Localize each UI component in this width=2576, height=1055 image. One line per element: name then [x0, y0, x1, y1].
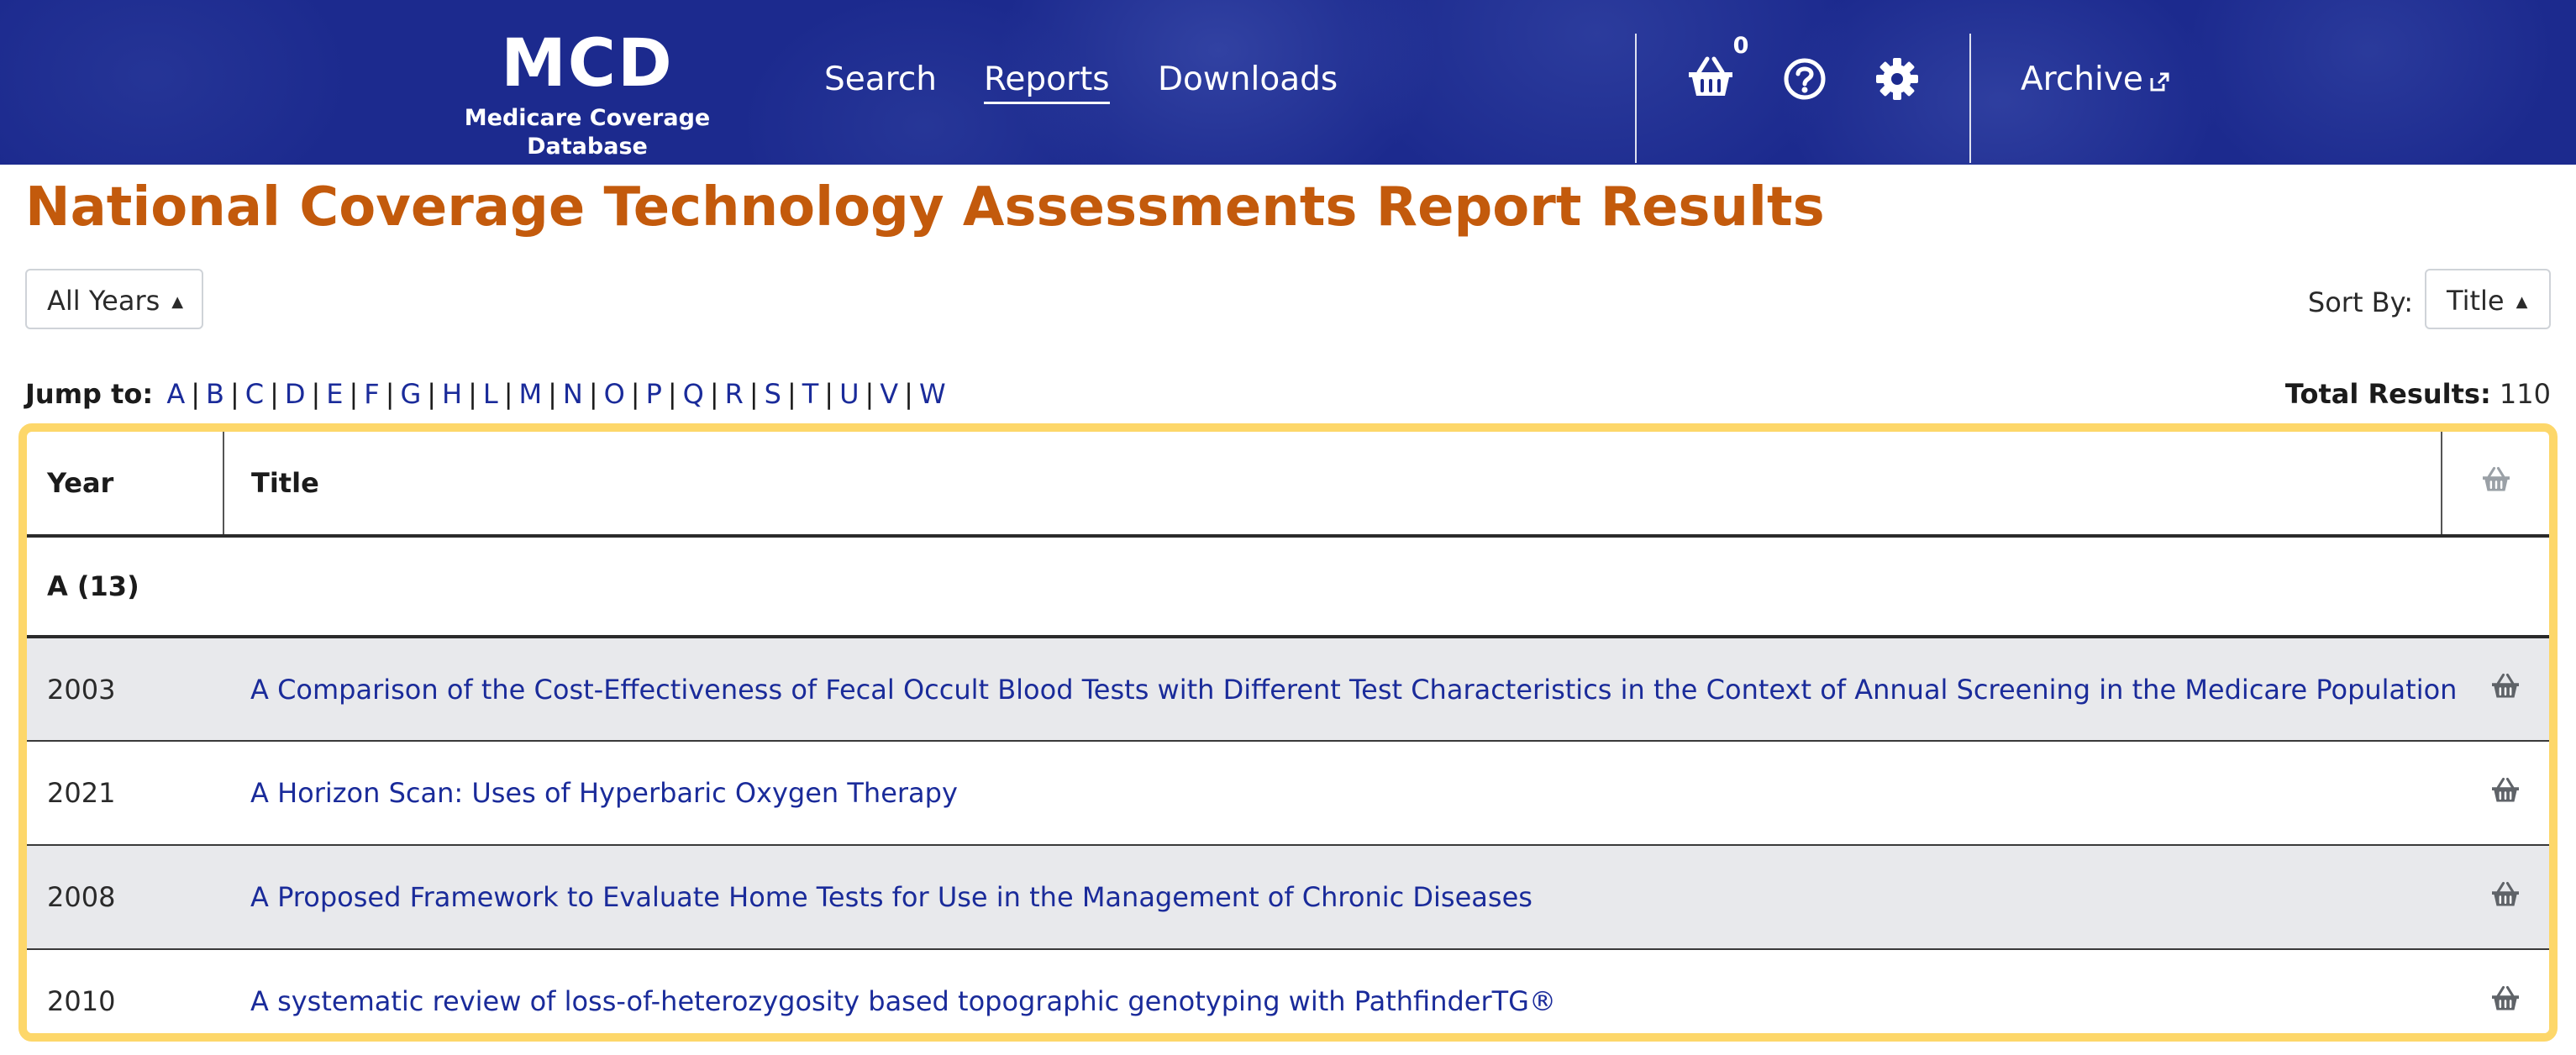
gear-icon — [1875, 57, 1919, 101]
row-title-link[interactable]: A Comparison of the Cost-Effectiveness of Fecal Occult Blood Tests with Different Test Characteristics in the Context of Annual Screening in the Medicare Population — [250, 673, 2458, 706]
row-year: 2003 — [27, 637, 223, 741]
year-filter-select[interactable] — [25, 269, 203, 329]
year-filter-value: All Years — [47, 285, 160, 317]
add-to-cart-button[interactable] — [2442, 741, 2549, 845]
select-caret-icon: ▲︎ — [2516, 293, 2528, 311]
jump-separator: | — [468, 378, 477, 410]
jump-letter-c[interactable]: C — [244, 378, 265, 410]
sort-select[interactable] — [2425, 269, 2551, 329]
row-year: 2021 — [27, 741, 223, 845]
sort-value: Title — [2447, 285, 2505, 317]
sort-by-label: Sort By: — [2307, 286, 2413, 318]
jump-separator: | — [311, 378, 321, 410]
basket-icon — [2480, 466, 2512, 493]
jump-separator: | — [865, 378, 875, 410]
basket-icon — [2489, 673, 2521, 700]
add-to-cart-button[interactable] — [2442, 949, 2549, 1042]
help-circle-icon — [1783, 57, 1827, 101]
jump-separator: | — [667, 378, 677, 410]
jump-to-label: Jump to: — [25, 378, 154, 410]
archive-label: Archive — [2021, 60, 2143, 98]
add-to-cart-button[interactable] — [2442, 845, 2549, 949]
row-title-cell — [223, 741, 2442, 845]
jump-letter-q[interactable]: Q — [682, 378, 704, 410]
row-title-cell — [223, 637, 2458, 741]
help-button[interactable] — [1783, 57, 1827, 104]
cart-count-badge: 0 — [1732, 33, 1749, 59]
page-title: National Coverage Technology Assessments Report Results — [25, 176, 1825, 239]
jump-to-nav — [25, 376, 946, 412]
jump-separator: | — [191, 378, 200, 410]
jump-letter-t[interactable]: T — [802, 378, 819, 410]
total-results-value: 110 — [2499, 378, 2551, 410]
jump-separator: | — [349, 378, 359, 410]
jump-separator: | — [548, 378, 557, 410]
column-header-year[interactable]: Year — [27, 432, 223, 536]
add-to-cart-button[interactable] — [2442, 637, 2549, 741]
jump-separator: | — [427, 378, 437, 410]
jump-letter-b[interactable]: B — [206, 378, 224, 410]
row-year: 2010 — [27, 949, 223, 1042]
results-table-container — [18, 423, 2558, 1042]
group-header-label: A (13) — [27, 536, 2549, 637]
basket-icon — [2489, 777, 2521, 804]
table-row — [27, 949, 2549, 1042]
row-title-link[interactable]: A Horizon Scan: Uses of Hyperbaric Oxygen Therapy — [250, 777, 958, 809]
row-title-link[interactable]: A Proposed Framework to Evaluate Home Tests for Use in the Management of Chronic Diseases — [250, 881, 1532, 913]
jump-letter-v[interactable]: V — [880, 378, 899, 410]
jump-letter-a[interactable]: A — [166, 378, 186, 410]
basket-icon — [2489, 881, 2521, 908]
select-caret-icon: ▲︎ — [171, 293, 184, 311]
jump-letter-l[interactable]: L — [482, 378, 498, 410]
settings-button[interactable] — [1875, 57, 1919, 104]
results-table — [27, 432, 2549, 1042]
jump-letter-list — [166, 378, 945, 410]
row-title-cell — [223, 949, 2442, 1042]
nav-downloads[interactable]: Downloads — [1158, 60, 1338, 98]
jump-letter-u[interactable]: U — [839, 378, 860, 410]
jump-separator: | — [709, 378, 719, 410]
jump-letter-o[interactable]: O — [603, 378, 625, 410]
jump-separator: | — [385, 378, 395, 410]
jump-letter-w[interactable]: W — [918, 378, 946, 410]
total-results-label: Total Results: — [2284, 378, 2491, 410]
column-header-cart — [2442, 432, 2549, 536]
header-divider — [1635, 34, 1637, 163]
logo-subtitle: Medicare Coverage Database — [464, 105, 711, 160]
jump-separator: | — [588, 378, 598, 410]
basket-icon — [2489, 985, 2521, 1012]
jump-letter-m[interactable]: M — [518, 378, 543, 410]
jump-letter-r[interactable]: R — [724, 378, 744, 410]
nav-reports[interactable]: Reports — [984, 59, 1110, 104]
jump-letter-g[interactable]: G — [400, 378, 422, 410]
jump-letter-p[interactable]: P — [645, 378, 662, 410]
jump-separator: | — [824, 378, 834, 410]
basket-icon — [1685, 55, 1736, 99]
total-results — [2285, 376, 2551, 412]
nav-search[interactable]: Search — [824, 60, 937, 98]
column-header-title[interactable]: Title — [223, 432, 2442, 536]
jump-letter-s[interactable]: S — [764, 378, 781, 410]
cart-button[interactable] — [1685, 55, 1736, 102]
jump-letter-n[interactable]: N — [562, 378, 583, 410]
jump-letter-f[interactable]: F — [364, 378, 380, 410]
logo-title: MCD — [501, 26, 674, 102]
row-title-link[interactable]: A systematic review of loss-of-heterozygosity based topographic genotyping with PathfinderTG® — [250, 985, 1556, 1017]
jump-separator: | — [749, 378, 759, 410]
row-year: 2008 — [27, 845, 223, 949]
site-header — [0, 0, 2576, 165]
table-header-row — [27, 432, 2549, 536]
jump-letter-h[interactable]: H — [442, 378, 463, 410]
table-row — [27, 741, 2549, 845]
jump-separator: | — [503, 378, 513, 410]
header-divider — [1969, 34, 1971, 163]
jump-separator: | — [229, 378, 239, 410]
jump-separator: | — [270, 378, 279, 410]
jump-separator: | — [786, 378, 796, 410]
jump-separator: | — [904, 378, 913, 410]
archive-link[interactable] — [2021, 59, 2170, 104]
external-link-icon — [2148, 62, 2170, 104]
jump-letter-e[interactable]: E — [326, 378, 344, 410]
row-title-cell — [223, 845, 2442, 949]
mcd-logo[interactable] — [417, 25, 758, 161]
table-row — [27, 845, 2549, 949]
jump-separator: | — [630, 378, 640, 410]
group-header-row — [27, 536, 2549, 637]
table-row — [27, 637, 2549, 741]
jump-letter-d[interactable]: D — [284, 378, 306, 410]
